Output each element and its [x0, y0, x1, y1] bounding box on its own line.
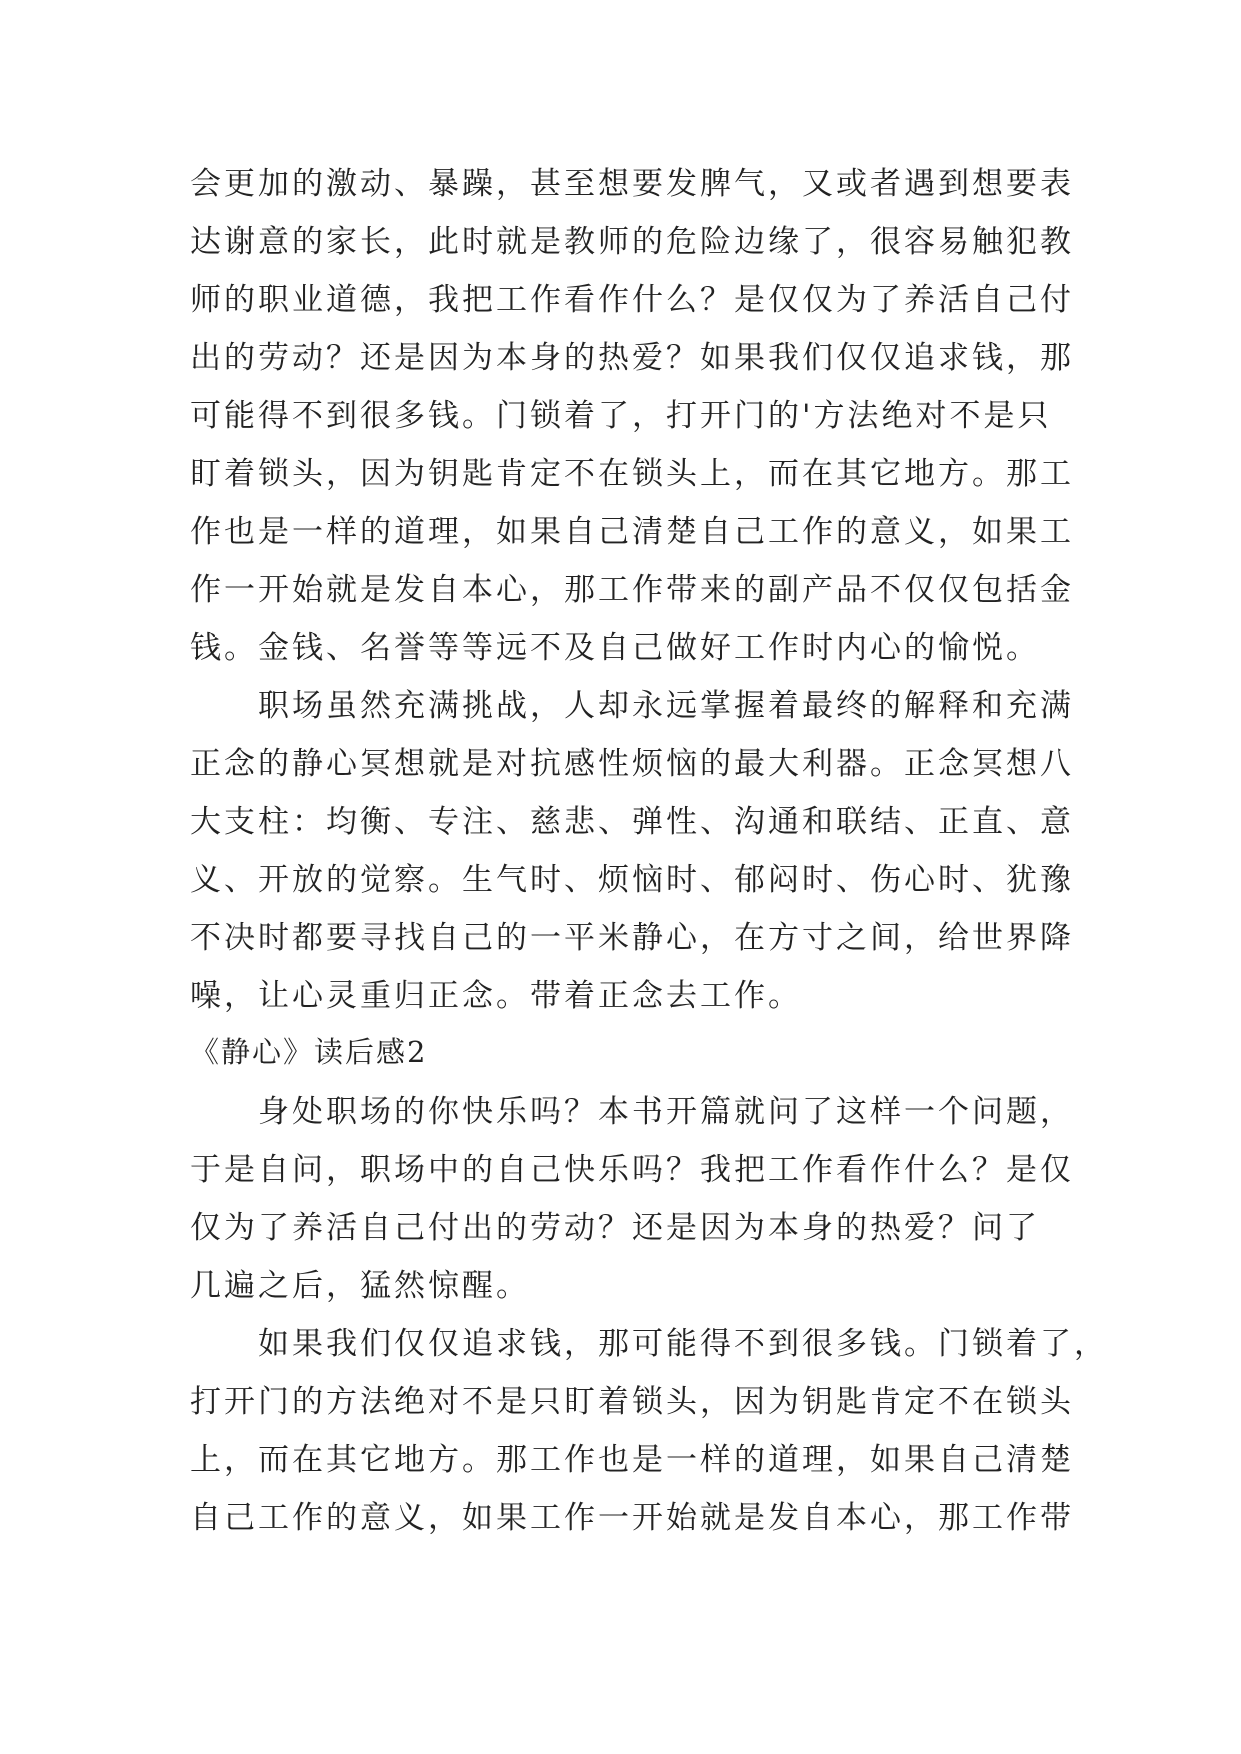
text-line: 如果我们仅仅追求钱，那可能得不到很多钱。门锁着了，	[190, 1326, 1108, 1362]
paragraph-money-and-work	[190, 1315, 1108, 1547]
text-line: 作也是一样的道理，如果自己清楚自己工作的意义，如果工	[190, 514, 1074, 550]
text-line: 义、开放的觉察。生气时、烦恼时、郁闷时、伤心时、犹豫	[190, 862, 1074, 898]
text-line: 几遍之后，猛然惊醒。	[190, 1268, 530, 1304]
text-line: 打开门的方法绝对不是只盯着锁头，因为钥匙肯定不在锁头	[190, 1384, 1074, 1420]
text-line: 噪，让心灵重归正念。带着正念去工作。	[190, 978, 802, 1014]
text-line: 身处职场的你快乐吗？本书开篇就问了这样一个问题，	[190, 1094, 1074, 1130]
text-line: 自己工作的意义，如果工作一开始就是发自本心，那工作带	[190, 1500, 1074, 1536]
text-line: 会更加的激动、暴躁，甚至想要发脾气，又或者遇到想要表	[190, 166, 1074, 202]
text-line: 达谢意的家长，此时就是教师的危险边缘了，很容易触犯教	[190, 224, 1074, 260]
text-line: 上，而在其它地方。那工作也是一样的道理，如果自己清楚	[190, 1442, 1074, 1478]
paragraph-mindfulness	[190, 677, 1080, 1025]
text-line: 师的职业道德，我把工作看作什么？是仅仅为了养活自己付	[190, 282, 1074, 318]
text-line: 钱。金钱、名誉等等远不及自己做好工作时内心的愉悦。	[190, 630, 1040, 666]
text-line: 于是自问，职场中的自己快乐吗？我把工作看作什么？是仅	[190, 1152, 1074, 1188]
paragraph-workplace-happiness	[190, 1083, 1080, 1315]
text-line: 作一开始就是发自本心，那工作带来的副产品不仅仅包括金	[190, 572, 1074, 608]
text-line: 不决时都要寻找自己的一平米静心，在方寸之间，给世界降	[190, 920, 1074, 956]
text-line: 大支柱：均衡、专注、慈悲、弹性、沟通和联结、正直、意	[190, 804, 1074, 840]
text-line: 出的劳动？还是因为本身的热爱？如果我们仅仅追求钱，那	[190, 340, 1074, 376]
section-title: 《静心》读后感2	[190, 1035, 428, 1069]
text-line: 仅为了养活自己付出的劳动？还是因为本身的热爱？问了	[190, 1210, 1040, 1246]
paragraph-continuation	[190, 155, 1080, 677]
text-line: 正念的静心冥想就是对抗感性烦恼的最大利器。正念冥想八	[190, 746, 1074, 782]
text-line: 职场虽然充满挑战，人却永远掌握着最终的解释和充满	[190, 688, 1074, 724]
text-line: 可能得不到很多钱。门锁着了，打开门的'方法绝对不是只	[190, 398, 1052, 434]
text-line: 盯着锁头，因为钥匙肯定不在锁头上，而在其它地方。那工	[190, 456, 1074, 492]
document-body	[190, 155, 1108, 1547]
